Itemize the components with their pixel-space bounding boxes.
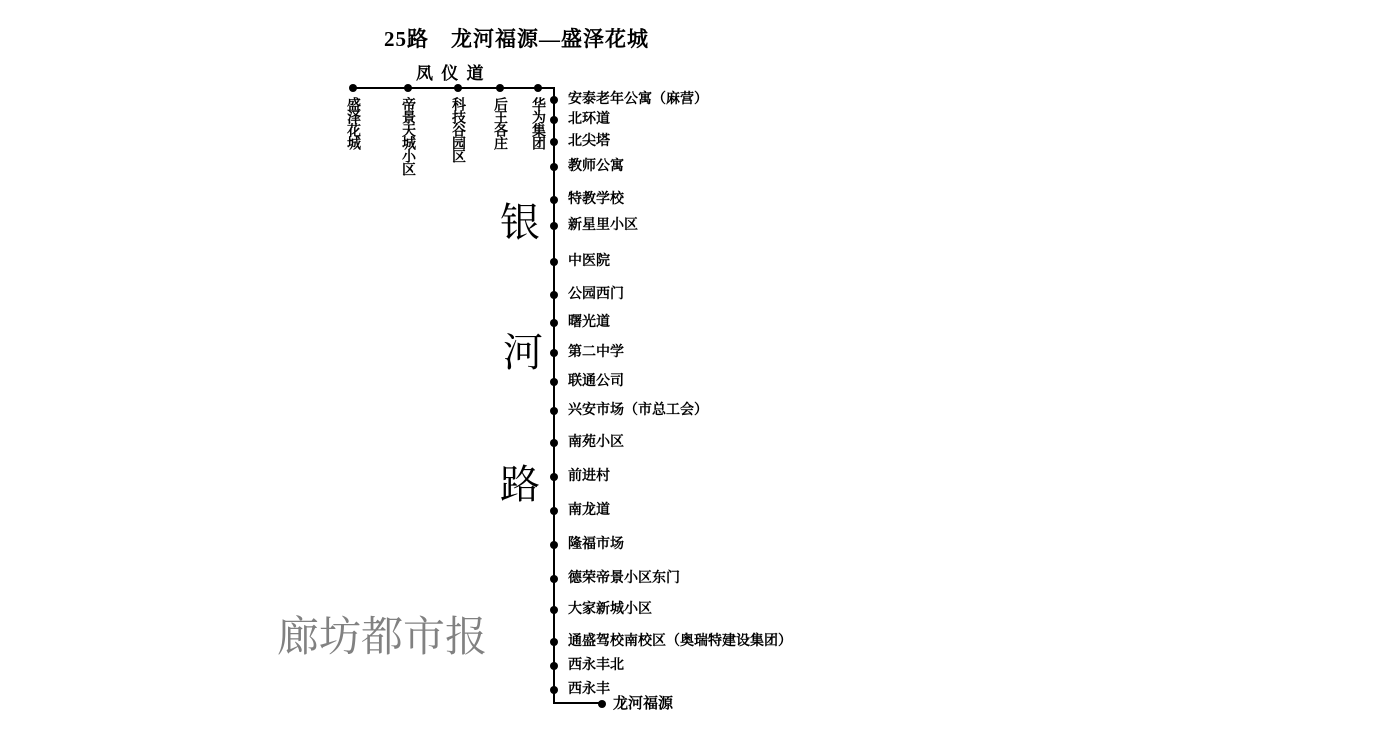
stop-dot	[550, 291, 558, 299]
fengyi-stop-label: 帝景天城小区	[400, 97, 415, 175]
watermark: 廊坊都市报	[277, 613, 488, 660]
stop-dot	[550, 473, 558, 481]
yinhe-stop-label: 中医院	[568, 254, 610, 269]
stop-dot	[550, 116, 558, 124]
yinhe-stop-label: 第二中学	[568, 345, 624, 360]
yinhe-road-label-char: 路	[500, 462, 540, 507]
fengyi-road-label: 凤 仪 道	[416, 64, 486, 83]
stop-dot	[550, 407, 558, 415]
stop-dot	[550, 606, 558, 614]
yinhe-stop-label: 南龙道	[568, 503, 610, 518]
yinhe-stop-label: 大家新城小区	[568, 602, 652, 617]
stop-dot	[550, 507, 558, 515]
stop-dot	[550, 96, 558, 104]
terminus-stop-label: 龙河福源	[613, 696, 674, 712]
stop-dot	[454, 84, 462, 92]
yinhe-stop-label: 北环道	[568, 112, 610, 127]
terminus-stop-dot	[598, 700, 606, 708]
stop-dot	[550, 541, 558, 549]
stop-dot	[550, 686, 558, 694]
yinhe-stop-label: 通盛驾校南校区（奥瑞特建设集团）	[568, 634, 792, 649]
stop-dot	[550, 319, 558, 327]
stop-dot	[404, 84, 412, 92]
yinhe-stop-label: 教师公寓	[568, 159, 624, 174]
stop-dot	[550, 439, 558, 447]
stop-dot	[550, 378, 558, 386]
yinhe-stop-label: 公园西门	[568, 287, 624, 302]
yinhe-stop-label: 西永丰北	[568, 658, 624, 673]
yinhe-stop-label: 曙光道	[568, 315, 610, 330]
stop-dot	[550, 662, 558, 670]
stop-dot	[550, 138, 558, 146]
stop-dot	[550, 258, 558, 266]
stop-dot	[550, 349, 558, 357]
yinhe-stop-label: 隆福市场	[568, 537, 624, 552]
stop-dot	[496, 84, 504, 92]
yinhe-stop-label: 特教学校	[568, 192, 624, 207]
yinhe-road-label-char: 河	[503, 330, 543, 375]
yinhe-stop-label: 西永丰	[568, 682, 610, 697]
yinhe-stop-label: 北尖塔	[568, 134, 610, 149]
yinhe-stop-label: 德荣帝景小区东门	[568, 571, 680, 586]
route-title: 25路 龙河福源—盛泽花城	[384, 27, 649, 51]
yinhe-road-label-char: 银	[500, 200, 540, 245]
stop-dot	[550, 575, 558, 583]
fengyi-stop-label: 华为集团	[530, 97, 545, 149]
stop-dot	[550, 163, 558, 171]
yinhe-stop-label: 前进村	[568, 469, 610, 484]
stop-dot	[550, 196, 558, 204]
stop-dot	[349, 84, 357, 92]
fengyi-stop-label: 后王各庄	[492, 97, 507, 149]
stop-dot	[534, 84, 542, 92]
fengyi-stop-label: 盛泽花城	[345, 97, 360, 149]
yinhe-stop-label: 联通公司	[568, 374, 624, 389]
terminus-stub-line	[553, 702, 602, 704]
stop-dot	[550, 638, 558, 646]
yinhe-stop-label: 新星里小区	[568, 218, 638, 233]
fengyi-stop-label: 科技谷园区	[450, 97, 465, 162]
yinhe-stop-label: 兴安市场（市总工会）	[568, 403, 708, 418]
stop-dot	[550, 222, 558, 230]
yinhe-stop-label: 安泰老年公寓（麻营）	[568, 92, 708, 107]
yinhe-stop-label: 南苑小区	[568, 435, 624, 450]
